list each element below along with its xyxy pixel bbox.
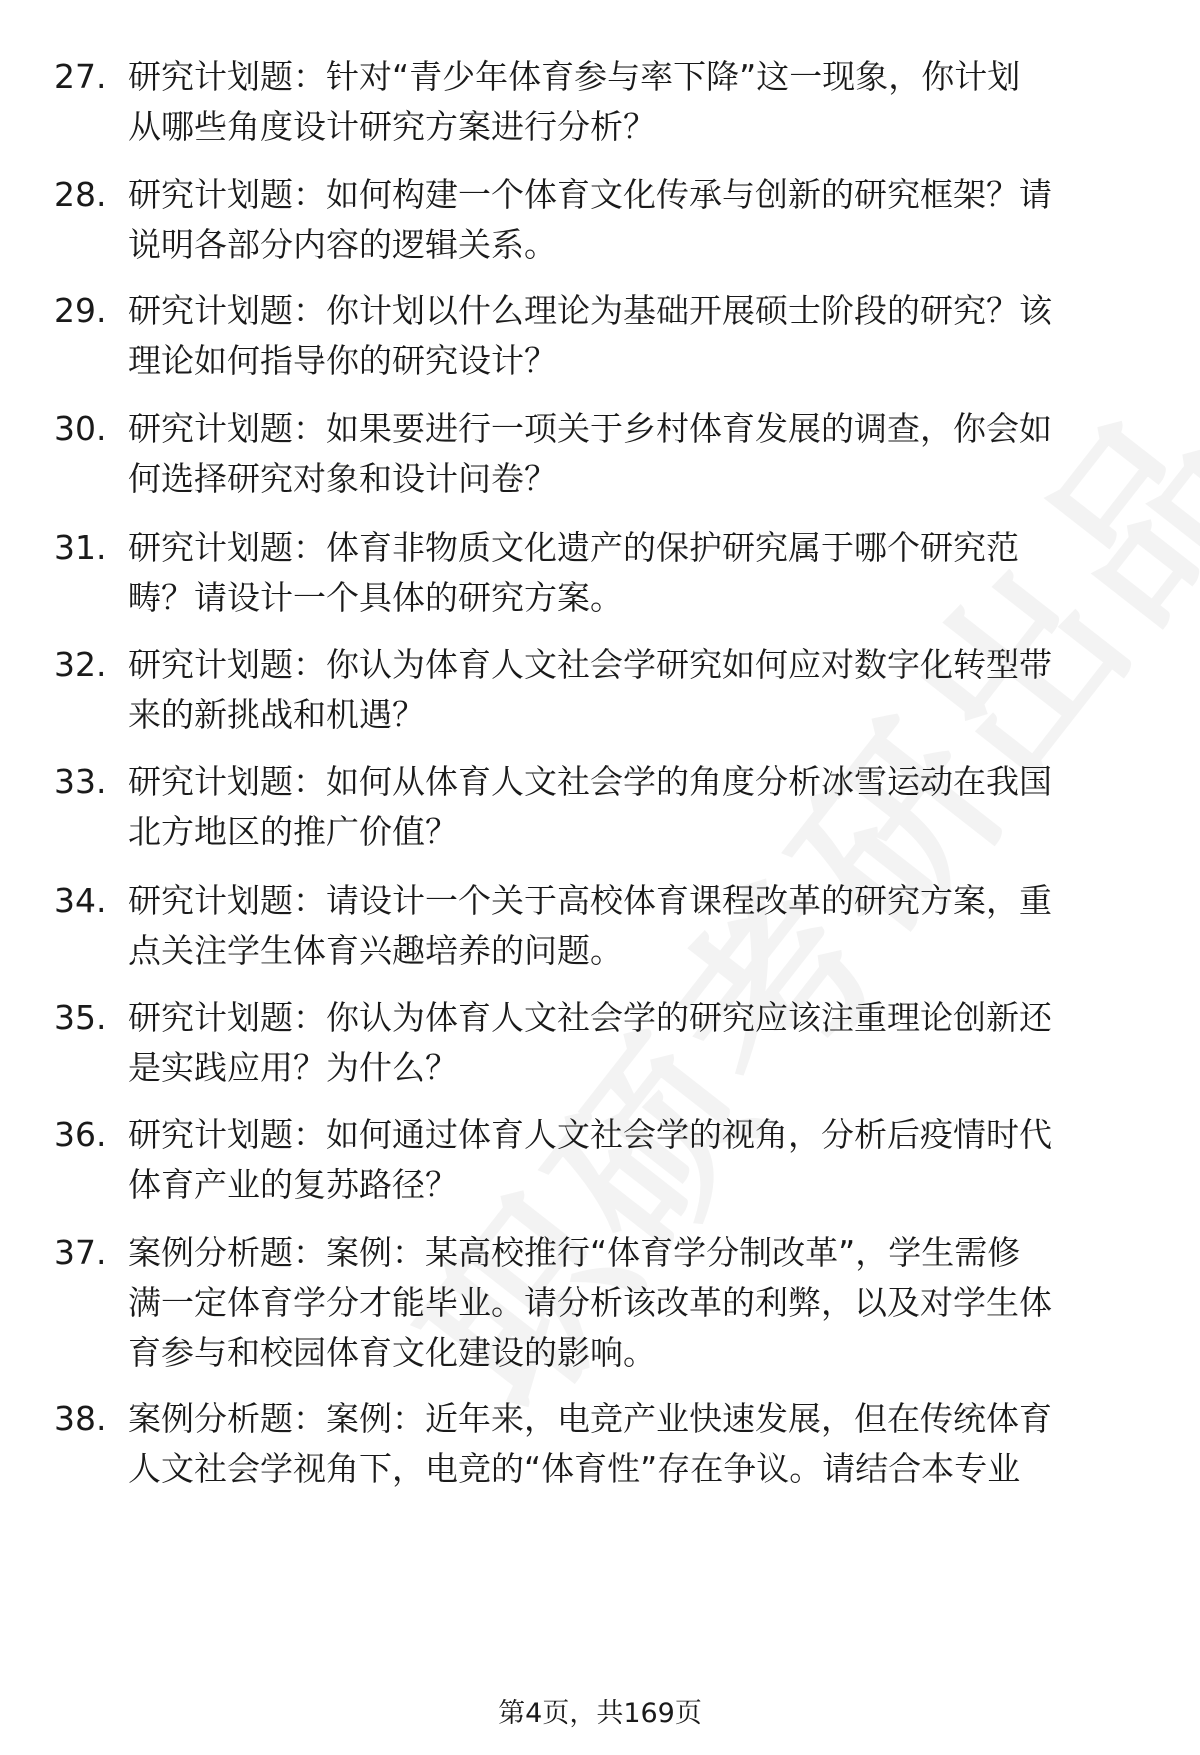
question-text	[128, 52, 1200, 152]
question-line: 来的新挑战和机遇？	[128, 695, 425, 734]
question-number: 31.	[54, 528, 107, 567]
question-line: 研究计划题：你计划以什么理论为基础开展硕士阶段的研究？该	[128, 291, 1052, 330]
question-line: 案例分析题：案例：近年来，电竞产业快速发展，但在传统体育	[128, 1399, 1052, 1438]
question-line: 人文社会学视角下，电竞的“体育性”存在争议。请结合本专业	[128, 1449, 1021, 1488]
question-number: 30.	[54, 409, 107, 448]
question-text	[128, 1228, 1200, 1378]
question-line: 研究计划题：请设计一个关于高校体育课程改革的研究方案，重	[128, 881, 1052, 920]
question-text	[128, 993, 1200, 1093]
question-line: 研究计划题：针对“青少年体育参与率下降”这一现象，你计划	[128, 57, 1021, 96]
question-number: 36.	[54, 1115, 107, 1154]
question-text	[128, 876, 1200, 976]
question-line: 理论如何指导你的研究设计？	[128, 341, 557, 380]
question-text	[128, 1110, 1200, 1210]
question-line: 畴？请设计一个具体的研究方案。	[128, 578, 623, 617]
question-line: 从哪些角度设计研究方案进行分析？	[128, 107, 656, 146]
question-line: 研究计划题：如何从体育人文社会学的角度分析冰雪运动在我国	[128, 762, 1052, 801]
question-line: 研究计划题：如果要进行一项关于乡村体育发展的调查，你会如	[128, 409, 1052, 448]
question-line: 点关注学生体育兴趣培养的问题。	[128, 931, 623, 970]
question-text	[128, 757, 1200, 857]
page-footer: 第4页，共169页	[498, 1698, 702, 1729]
question-number: 33.	[54, 762, 107, 801]
question-number: 38.	[54, 1399, 107, 1438]
question-number: 34.	[54, 881, 107, 920]
question-number: 32.	[54, 645, 107, 684]
question-number: 27.	[54, 57, 107, 96]
question-number: 29.	[54, 291, 107, 330]
question-line: 何选择研究对象和设计问卷？	[128, 459, 557, 498]
question-number: 35.	[54, 998, 107, 1037]
question-line: 研究计划题：如何构建一个体育文化传承与创新的研究框架？请	[128, 175, 1052, 214]
question-line: 满一定体育学分才能毕业。请分析该改革的利弊，以及对学生体	[128, 1283, 1052, 1322]
question-line: 研究计划题：你认为体育人文社会学的研究应该注重理论创新还	[128, 998, 1052, 1037]
question-text	[128, 640, 1200, 740]
question-line: 研究计划题：如何通过体育人文社会学的视角，分析后疫情时代	[128, 1115, 1052, 1154]
question-line: 是实践应用？为什么？	[128, 1048, 458, 1087]
question-line: 体育产业的复苏路径？	[128, 1165, 458, 1204]
question-line: 北方地区的推广价值？	[128, 812, 458, 851]
question-text	[128, 1394, 1200, 1494]
question-line: 研究计划题：你认为体育人文社会学研究如何应对数字化转型带	[128, 645, 1052, 684]
question-text	[128, 286, 1200, 386]
question-number: 37.	[54, 1233, 107, 1272]
question-number: 28.	[54, 175, 107, 214]
question-text	[128, 523, 1200, 623]
question-line: 说明各部分内容的逻辑关系。	[128, 225, 557, 264]
question-text	[128, 170, 1200, 270]
question-line: 育参与和校园体育文化建设的影响。	[128, 1333, 656, 1372]
question-line: 案例分析题：案例：某高校推行“体育学分制改革”，学生需修	[128, 1233, 1021, 1272]
question-line: 研究计划题：体育非物质文化遗产的保护研究属于哪个研究范	[128, 528, 1019, 567]
question-text	[128, 404, 1200, 504]
